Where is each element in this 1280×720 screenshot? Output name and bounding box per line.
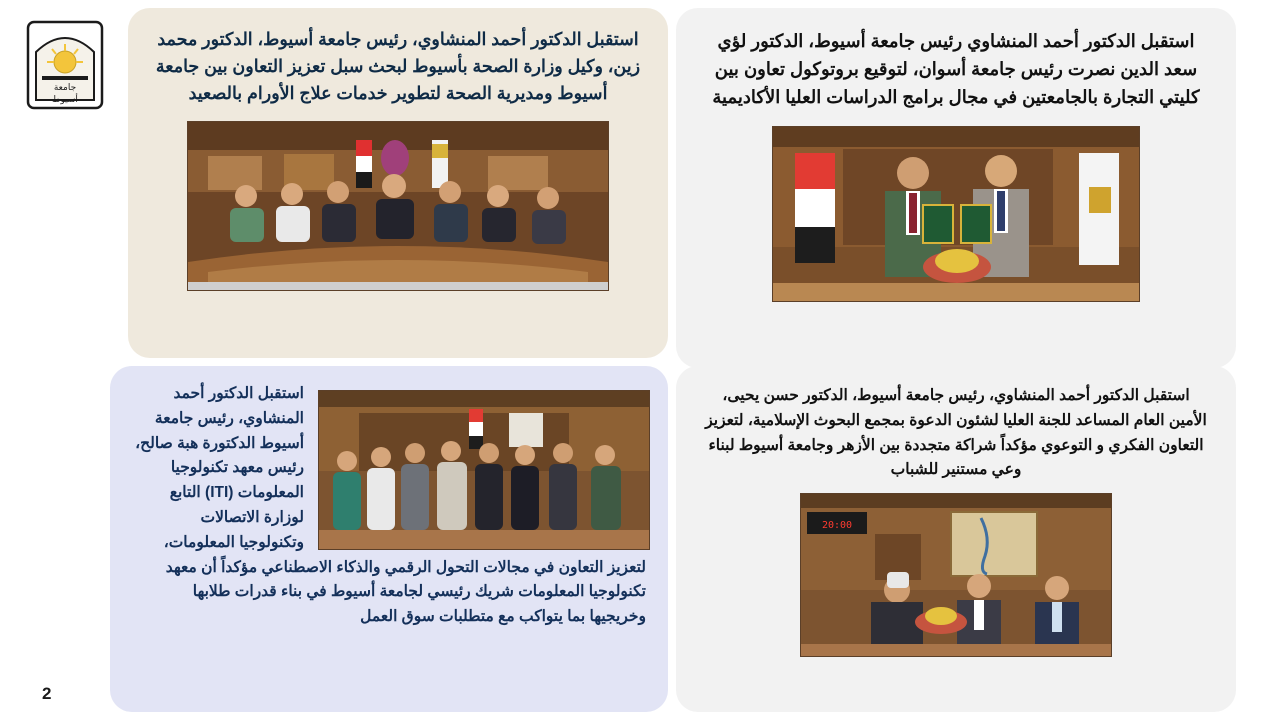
svg-text:20:00: 20:00 [821, 520, 853, 532]
news-caption-health-ministry: استقبل الدكتور أحمد المنشاوي، رئيس جامعة أسيوط، الدكتور محمد زين، وكيل وزارة الصحة بأسيوط لبحث سبل تعزيز التعاون بين جامعة أسيوط ومديرية الصحة لتطوير خدمات علاج الأورام بالصعيد [155, 29, 641, 104]
page-number: 2 [42, 684, 52, 703]
svg-text:جامعة: جامعة [53, 83, 77, 93]
protocol-signing-handshake-photo [772, 126, 1140, 302]
group-photo-iti-delegation [318, 390, 650, 550]
news-card-al-azhar [676, 366, 1236, 712]
news-caption-aswan-university: استقبل الدكتور أحمد المنشاوي رئيس جامعة أسيوط، الدكتور لؤي سعد الدين نصرت رئيس جامعة أسوان، لتوقيع بروتوكول تعاون بين كليتي التجارة بالجامعتين في مجال برامج الدراسات العليا الأكاديمية [712, 31, 1200, 107]
office-meeting-sheikh-photo [800, 493, 1112, 657]
news-card-aswan-university [676, 8, 1236, 368]
news-card-iti-institute [110, 366, 668, 712]
news-card-health-ministry [128, 8, 668, 358]
svg-text:أسيوط: أسيوط [52, 95, 78, 105]
news-caption-iti-institute: استقبل الدكتور أحمد المنشاوي، رئيس جامعة أسيوط الدكتورة هبة صالح، رئيس معهد تكنولوجيا المعلومات (ITI) التابع لوزارة الاتصالات وتكنولوجيا المعلومات، لتعزيز التعاون في مجالات التحول الرقمي والذكاء الاصطناعي مؤكداً أن معهد تكنولوجيا المعلومات شريك رئيسي لجامعة أسيوط في بناء قدرات طلابها وخريجيها بما يتواكب مع متطلبات سوق العمل [135, 385, 646, 626]
meeting-room-photo [187, 121, 609, 291]
news-caption-al-azhar: استقبل الدكتور أحمد المنشاوي، رئيس جامعة أسيوط، الدكتور حسن يحيى، الأمين العام المساعد للجنة العليا لشئون الدعوة بمجمع البحوث الإسلامية، لتعزيز التعاون الفكري و التوعوي مؤكداً شراكة متجددة بين الأزهر وجامعة أسيوط لبناء وعي مستنير للشباب [705, 387, 1207, 479]
assiut-university-logo [22, 18, 108, 118]
